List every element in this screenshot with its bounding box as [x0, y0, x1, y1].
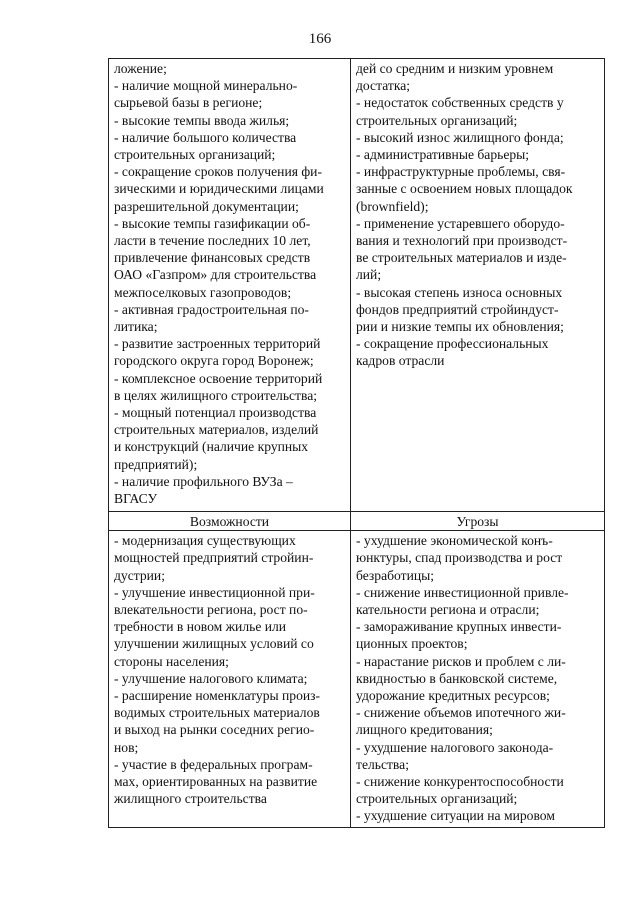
page-number: 166: [308, 31, 332, 47]
text-line: кательности региона и отрасли;: [356, 602, 540, 618]
opportunities-cell: [109, 531, 351, 827]
text-line: - снижение объемов ипотечного жи-: [356, 705, 566, 721]
opportunities-header: Возможности: [109, 512, 351, 531]
text-line: дей со средним и низким уровнем: [356, 61, 554, 76]
text-line: строительных организаций;: [356, 112, 518, 128]
text-line: - мощный потенциал производства: [114, 405, 317, 421]
table-header-row: [109, 512, 605, 531]
threats-header: Угрозы: [351, 512, 605, 531]
text-line: - модернизация существующих: [114, 533, 296, 549]
text-line: и выход на рынки соседних регио-: [114, 722, 315, 738]
text-line: сырьевой базы в регионе;: [114, 95, 263, 111]
text-line: нов;: [114, 739, 139, 755]
text-line: безработицы;: [356, 567, 435, 583]
text-line: - развитие застроенных территорий: [114, 336, 321, 352]
text-line: - высокая степень износа основных: [356, 284, 563, 300]
text-line: разрешительной документации;: [114, 198, 299, 214]
text-line: дустрии;: [114, 567, 165, 583]
text-line: лищного кредитования;: [356, 722, 493, 738]
text-line: зическими и юридическими лицами: [114, 181, 324, 197]
table-row-opportunities-threats: [109, 531, 605, 827]
text-line: в целях жилищного строительства;: [114, 387, 318, 403]
text-line: - высокие темпы ввода жилья;: [114, 112, 290, 128]
text-line: - наличие профильного ВУЗа –: [114, 473, 293, 489]
text-line: занные с освоением новых площадок: [356, 181, 573, 197]
text-line: межпоселковых газопроводов;: [114, 284, 292, 300]
text-line: строительных организаций;: [356, 791, 518, 807]
text-line: кадров отрасли: [356, 353, 445, 369]
text-line: - снижение инвестиционной привле-: [356, 584, 569, 600]
text-line: влекательности региона, рост по-: [114, 602, 308, 618]
text-line: - высокие темпы газификации об-: [114, 215, 311, 231]
text-line: - расширение номенклатуры произ-: [114, 688, 321, 704]
text-line: стороны населения;: [114, 653, 229, 669]
text-line: мощностей предприятий стройин-: [114, 550, 314, 566]
strengths-list: [114, 60, 347, 507]
text-line: улучшении жилищных условий со: [114, 636, 314, 652]
text-line: юнктуры, спад производства и рост: [356, 550, 563, 566]
text-line: (brownfield);: [356, 198, 429, 214]
weaknesses-cell: [351, 59, 605, 512]
text-line: ВГАСУ: [114, 491, 158, 507]
swot-table: [108, 58, 605, 828]
text-line: рии и низкие темпы их обновления;: [356, 319, 564, 335]
text-line: - сокращение сроков получения фи-: [114, 164, 322, 180]
text-line: ОАО «Газпром» для строительства: [114, 267, 317, 283]
text-line: - нарастание рисков и проблем с ли-: [356, 653, 566, 669]
text-line: - снижение конкурентоспособности: [356, 774, 564, 790]
text-line: - высокий износ жилищного фонда;: [356, 129, 564, 145]
text-line: - применение устаревшего оборудо-: [356, 215, 565, 231]
text-line: тельства;: [356, 756, 409, 772]
weaknesses-list: [356, 60, 601, 370]
text-line: квидностью в банковской системе,: [356, 670, 558, 686]
text-line: - участие в федеральных програм-: [114, 756, 313, 772]
threats-cell: [351, 531, 605, 827]
text-line: привлечение финансовых средств: [114, 250, 311, 266]
text-line: городского округа город Воронеж;: [114, 353, 314, 369]
text-line: фондов предприятий стройиндуст-: [356, 301, 559, 317]
text-line: - недостаток собственных средств у: [356, 95, 564, 111]
text-line: - замораживание крупных инвести-: [356, 619, 562, 635]
text-line: - инфраструктурные проблемы, свя-: [356, 164, 566, 180]
strengths-cell: [109, 59, 351, 512]
text-line: - ухудшение экономической конъ-: [356, 533, 553, 549]
text-line: - ухудшение налогового законода-: [356, 739, 554, 755]
text-line: строительных материалов, изделий: [114, 422, 319, 438]
text-line: лий;: [356, 267, 382, 283]
text-line: - улучшение налогового климата;: [114, 670, 308, 686]
opportunities-list: [114, 532, 347, 807]
text-line: ложение;: [114, 61, 167, 76]
text-line: - комплексное освоение территорий: [114, 370, 323, 386]
text-line: ве строительных материалов и изде-: [356, 250, 567, 266]
text-line: ласти в течение последних 10 лет,: [114, 233, 311, 249]
text-line: жилищного строительства: [114, 791, 267, 807]
text-line: мах, ориентированных на развитие: [114, 774, 318, 790]
text-line: - активная градостроительная по-: [114, 301, 309, 317]
text-line: - административные барьеры;: [356, 147, 530, 163]
text-line: предприятий);: [114, 456, 198, 472]
text-line: удорожание кредитных ресурсов;: [356, 688, 550, 704]
text-line: водимых строительных материалов: [114, 705, 320, 721]
text-line: требности в новом жилье или: [114, 619, 287, 635]
text-line: - сокращение профессиональных: [356, 336, 549, 352]
text-line: строительных организаций;: [114, 147, 276, 163]
text-line: вания и технологий при производст-: [356, 233, 568, 249]
table-row-strengths-weaknesses: [109, 59, 605, 512]
text-line: достатка;: [356, 78, 411, 94]
text-line: ционных проектов;: [356, 636, 468, 652]
threats-list: [356, 532, 601, 824]
text-line: литика;: [114, 319, 158, 335]
text-line: - улучшение инвестиционной при-: [114, 584, 315, 600]
text-line: и конструкций (наличие крупных: [114, 439, 309, 455]
text-line: - наличие мощной минерально-: [114, 78, 298, 94]
text-line: - наличие большого количества: [114, 129, 297, 145]
text-line: - ухудшение ситуации на мировом: [356, 808, 555, 824]
